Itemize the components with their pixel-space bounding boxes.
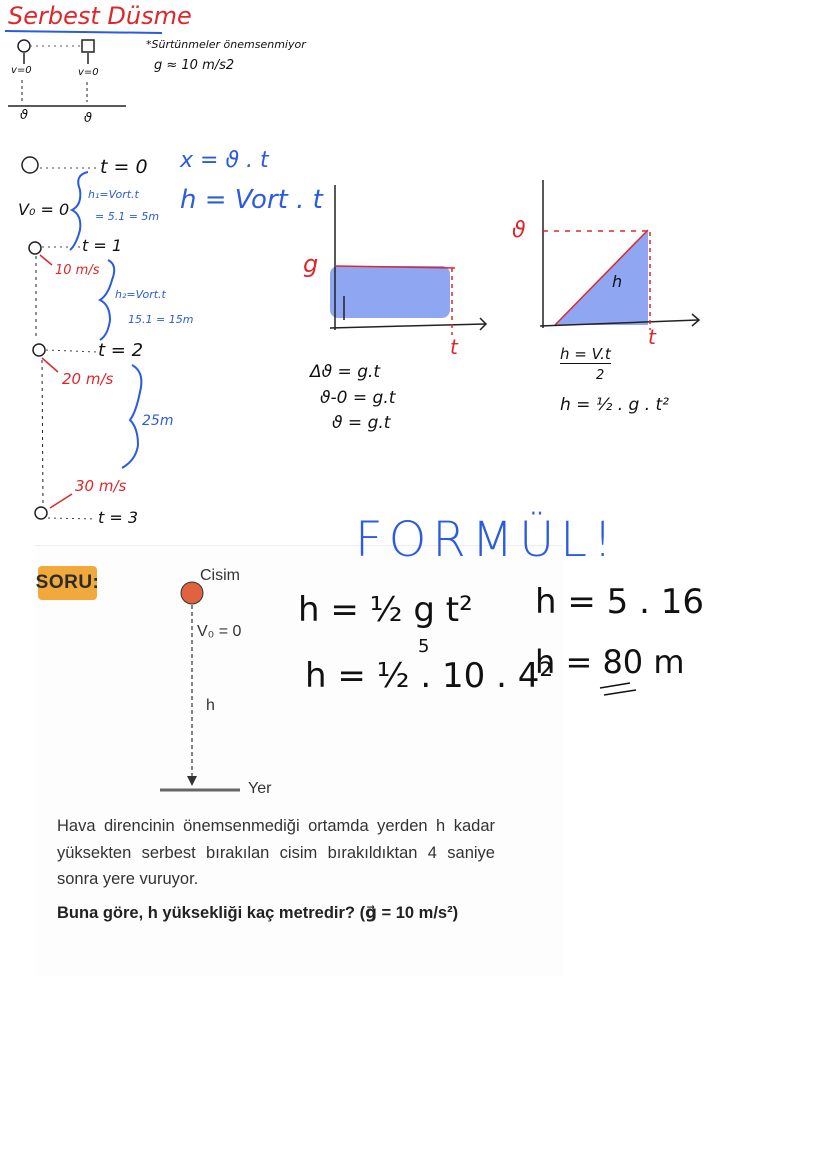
- ground-label: Yer: [248, 780, 272, 797]
- speed-t3: 30 m/s: [75, 477, 127, 495]
- initial-velocity-label: V₀ = 0: [197, 623, 242, 640]
- label-v-right: ϑ: [84, 111, 93, 126]
- speed-t1: 10 m/s: [55, 263, 100, 278]
- solution-step-3: h = 5 . 16: [535, 582, 704, 622]
- label-v0: V₀ = 0: [18, 200, 70, 219]
- h1-result: = 5.1 = 5m: [95, 210, 160, 223]
- question-prompt: Buna göre, h yüksekliği kaç metredir? (g⃗ = 10 m/s²): [57, 904, 459, 922]
- ball-icon: [33, 344, 45, 356]
- object-label: Cisim: [200, 567, 240, 584]
- solution-step-1: h = ½ g t²: [298, 590, 473, 630]
- note-gravity: g ≈ 10 m/s2: [154, 58, 235, 73]
- page-title: Serbest Düsme: [8, 2, 192, 30]
- height-label: h: [206, 697, 215, 714]
- h2-formula: h₂=Vort.t: [115, 288, 166, 301]
- graph2-eq1-denominator: 2: [596, 368, 605, 383]
- question-badge: SORU:: [38, 566, 97, 600]
- ball-icon: [22, 157, 38, 173]
- label-v0-right: v=0: [78, 67, 99, 78]
- equation-h: h = Vort . t: [180, 185, 323, 215]
- graph2-x-label: t: [648, 325, 656, 349]
- graph1-x-label: t: [450, 335, 458, 359]
- formula-heading: FORMÜL!: [355, 512, 619, 568]
- h2-result: 15.1 = 15m: [128, 313, 194, 326]
- label-t1: t = 1: [82, 236, 123, 255]
- solution-note: 5: [418, 636, 430, 657]
- graph2-y-label: ϑ: [512, 218, 526, 243]
- note-friction: *Sürtünmeler önemsenmiyor: [146, 38, 306, 51]
- title-underline: [5, 31, 162, 33]
- speed-t2: 20 m/s: [62, 370, 114, 388]
- label-t3: t = 3: [98, 508, 139, 527]
- ball-icon: [18, 40, 30, 52]
- ball-icon: [35, 507, 47, 519]
- velocity-area: [330, 266, 450, 318]
- graph2-eq1-numerator: h = V.t: [560, 345, 611, 363]
- h1-formula: h₁=Vort.t: [88, 188, 139, 201]
- graph2-area-label: h: [612, 272, 623, 291]
- label-t2: t = 2: [98, 340, 144, 361]
- box-icon: [82, 40, 94, 52]
- object-ball: [181, 582, 203, 604]
- graph1-y-label: g: [303, 250, 319, 278]
- graph1-eq3: ϑ = g.t: [332, 413, 391, 433]
- equation-x: x = ϑ . t: [180, 148, 269, 173]
- h3-result: 25m: [142, 413, 174, 429]
- solution-step-2: h = ½ . 10 . 4²: [305, 656, 553, 696]
- question-text: Hava direncinin önemsenmediği ortamda yerden h kadar yüksekten serbest bırakılan cisim bırakıldıktan 4 saniye sonra yere vuruyor.: [57, 817, 495, 888]
- label-t0: t = 0: [100, 156, 148, 178]
- ball-icon: [29, 242, 41, 254]
- label-v0-left: v=0: [11, 65, 32, 76]
- graph1-eq2: ϑ-0 = g.t: [320, 388, 396, 408]
- label-v-left: ϑ: [20, 108, 29, 123]
- solution-answer: h = 80 m: [535, 643, 685, 681]
- graph1-eq1: Δϑ = g.t: [310, 362, 381, 382]
- graph2-eq2: h = ½ . g . t²: [560, 395, 669, 415]
